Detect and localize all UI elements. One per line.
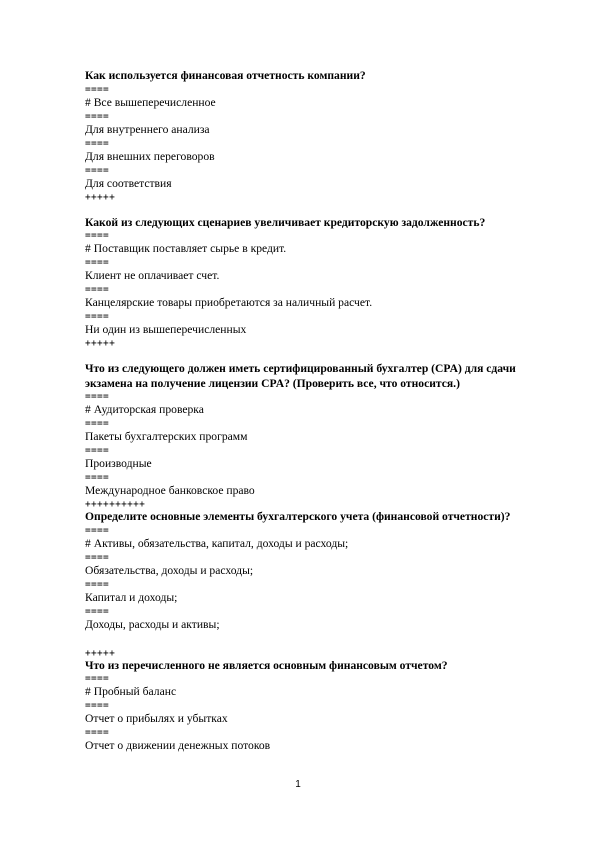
- separator: ====: [85, 551, 110, 563]
- answer-option: Капитал и доходы;: [85, 590, 178, 604]
- separator: ====: [85, 673, 110, 684]
- end-marker: ++++++++++: [85, 499, 146, 510]
- question-text: Как используется финансовая отчетность компании?: [85, 69, 366, 82]
- separator: ====: [85, 164, 110, 176]
- answer-option: # Поставщик поставляет сырье в кредит.: [85, 242, 287, 255]
- answer-option: Пакеты бухгалтерских программ: [85, 430, 248, 443]
- separator: ====: [85, 524, 110, 536]
- answer-option: # Активы, обязательства, капитал, доходы и расходы;: [85, 536, 349, 550]
- separator: ====: [85, 472, 110, 483]
- separator: ====: [85, 700, 110, 711]
- question-block: [85, 510, 545, 659]
- separator: ====: [85, 137, 110, 149]
- separator: ====: [85, 311, 110, 322]
- question-text: Что из перечисленного не является основным финансовым отчетом?: [85, 658, 448, 672]
- question-text: Что из следующего должен иметь сертифицированный бухгалтер (CPA) для сдачи экзамена на получение лицензии CPA? (Проверить все, что относится.): [85, 362, 516, 390]
- separator: ====: [85, 257, 110, 268]
- answer-option: Для внутреннего анализа: [85, 122, 210, 136]
- question-block: [85, 216, 545, 350]
- answer-option: Отчет о прибылях и убытках: [85, 712, 228, 725]
- document-content: [85, 69, 545, 754]
- answer-option: Клиент не оплачивает счет.: [85, 269, 220, 282]
- separator: ====: [85, 605, 110, 617]
- separator: ====: [85, 727, 110, 738]
- answer-option: Отчет о движении денежных потоков: [85, 739, 271, 752]
- separator: ====: [85, 418, 110, 429]
- answer-option: Для внешних переговоров: [85, 149, 215, 163]
- answer-option: Ни один из вышеперечисленных: [85, 323, 247, 336]
- separator: ====: [85, 391, 110, 402]
- separator: ====: [85, 110, 110, 122]
- answer-option: Международное банковское право: [85, 484, 255, 497]
- page-number: 1: [295, 779, 301, 790]
- separator: ====: [85, 83, 110, 95]
- separator: ====: [85, 445, 110, 456]
- answer-option: # Пробный баланс: [85, 685, 177, 698]
- end-marker: +++++: [85, 647, 116, 659]
- separator: ====: [85, 578, 110, 590]
- question-text: Определите основные элементы бухгалтерского учета (финансовой отчетности)?: [85, 510, 511, 523]
- separator: ====: [85, 230, 110, 241]
- question-block: [85, 362, 545, 510]
- answer-option: Доходы, расходы и активы;: [85, 617, 220, 631]
- question-block: [85, 659, 545, 755]
- answer-option: Канцелярские товары приобретаются за наличный расчет.: [85, 296, 373, 309]
- question-text: Какой из следующих сценариев увеличивает кредиторскую задолженность?: [85, 215, 486, 229]
- answer-option: Для соответствия: [85, 176, 172, 190]
- end-marker: +++++: [85, 191, 116, 203]
- end-marker: +++++: [85, 338, 116, 349]
- answer-option: # Все вышеперечисленное: [85, 95, 216, 109]
- question-block: [85, 69, 545, 203]
- separator: ====: [85, 284, 110, 295]
- answer-option: Обязательства, доходы и расходы;: [85, 563, 254, 577]
- answer-option: Производные: [85, 457, 152, 470]
- answer-option: # Аудиторская проверка: [85, 403, 204, 416]
